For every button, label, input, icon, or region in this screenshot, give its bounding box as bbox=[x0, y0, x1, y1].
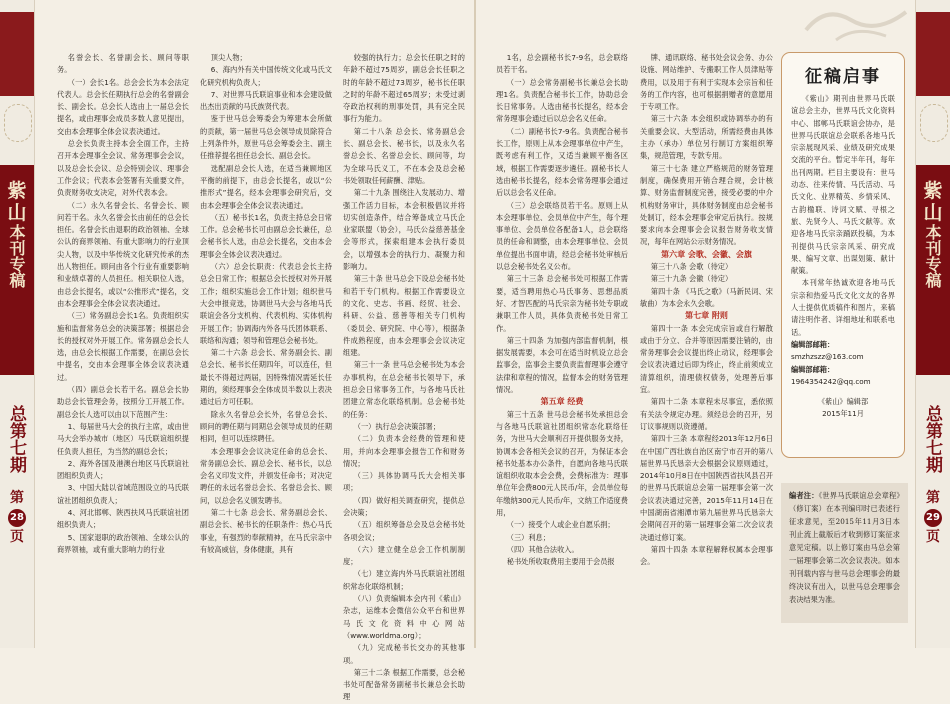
right-page-number: 第 29 页 bbox=[926, 490, 940, 545]
call-for-submissions-title: 征稿启事 bbox=[805, 67, 881, 87]
paragraph: 第四十二条 本章程未尽事宜，悉依照有关法令规定办理。须经总会的召开，另订议事规则以资遵循。 bbox=[640, 397, 773, 431]
right-spine-band bbox=[915, 0, 950, 648]
paragraph: （四）副总会长若干名。副总会长协助总会长管理会务，按照分工开展工作。副总会长人选可以由以下范围产生： bbox=[57, 385, 189, 419]
paragraph: 3、中国大陆以省域范围设立的马氏联谊社团组织负责人； bbox=[57, 483, 189, 505]
chapter-heading: 第七章 附则 bbox=[685, 311, 728, 321]
paragraph: 第四十四条 本章程解释权属本会理事会。 bbox=[640, 544, 773, 567]
paragraph: （七）建立海内外马氏联谊社团组织常态化联络机制； bbox=[343, 569, 465, 591]
paragraph: （九）完成秘书长交办的其他事项。 bbox=[343, 643, 465, 665]
text-column-3 bbox=[343, 52, 465, 702]
paragraph: 除永久名誉总会长外，名誉总会长、顾问的聘任期与同期总会领导成员的任期相同，但可以连续聘任。 bbox=[200, 409, 332, 444]
paragraph: 第三十二条 根据工作需要，总会秘书处可配备常务副秘书长兼总会长助理 bbox=[343, 667, 465, 702]
editors-note-box bbox=[781, 483, 908, 623]
editorial-signature: 《紫山》编辑部 2015年11月 bbox=[817, 397, 869, 419]
right-page-badge: 29 bbox=[924, 509, 942, 527]
paragraph: 4、河北邯郸、陕西扶风马氏联谊社团组织负责人； bbox=[57, 507, 189, 530]
paragraph: 第三十七条 建立严格规范的财务管理制度，确保费用开销合理合规，会计核算、财务监督制度完善，接受必要的中介机构财务审计，具体财务制度由总会秘书处制订，经本会理事会审定后执行。按规要求向本会理事会会议报告财务收支情况，每年在网站公示财务情况。 bbox=[640, 163, 773, 247]
call-for-submissions-body: 《紫山》期刊由世界马氏联谊总会主办，世界马氏文化资料中心、邯郸马氏联谊会协办，是世界马氏联谊总会联系各地马氏宗亲展现风采、业绩及研究成果交流的平台。暂定半年刊，每年出刊两期。栏目主要设有：世马动态、往来传情、马氏活动、马氏文化、业界精英、乡情采风、古韵楹联、诗词文赋、寻根之旅、先贤今人、马氏文献等。欢迎各地马氏宗亲踊跃投稿，为本刊提供马氏宗亲风采、研究成果、编写文章、出谋划策、献计献策。 bbox=[791, 94, 895, 276]
paragraph: （三）具体协调马氏大会相关事项； bbox=[343, 471, 465, 493]
paragraph: 5、国家退职的政治领袖、全球公认的商界领袖，或有重大影响力的行业 bbox=[57, 532, 189, 554]
page-gutter bbox=[474, 0, 476, 648]
call-for-submissions-body-2: 本刊常年热诚欢迎各地马氏宗亲和热爱马氏文化文友的各界人士提供优质稿件和图片，来稿请注明作者、详细地址和联系电话。 bbox=[791, 278, 895, 337]
paragraph: （三）总会联络员若干名。原则上从本会理事单位、会员单位中产生，每个理事单位、会员单位各配备1人，总会联络员的任命和调整，由本会理事单位、会员单位提出书面申请，经总会秘书处审核后以总会秘书处名义公布。 bbox=[496, 200, 628, 272]
text-column-4 bbox=[496, 52, 628, 637]
paragraph: 第二十六条 总会长、常务副会长、副总会长、秘书长任期四年，可以连任，但最长不得超过两届，因特殊情况需延长任期的，须经理事会全体成员半数以上表决通过后方可任职。 bbox=[200, 348, 332, 407]
text-column-5 bbox=[640, 52, 773, 637]
left-decorative-badge bbox=[4, 104, 32, 142]
paragraph: 第三十三条 总会秘书处可根据工作需要，适当聘用热心马氏事务、思想品质好、才智匹配的马氏宗亲为秘书处专职或兼职工作人员，具体负责秘书处日常工作。 bbox=[496, 274, 628, 333]
paragraph: （三）常务副总会长1名。负责组织实施和监督常务总会的决策部署；根据总会长的授权对外开展工作。常务副总会长人选，由总会长根据工作需要，在副总会长中提名，交由本会理事全体会议表决通过。 bbox=[57, 311, 189, 382]
right-column-title: 本刊专稿 bbox=[923, 224, 942, 288]
left-spine-band bbox=[0, 0, 35, 648]
paragraph: （二）副秘书长7-9名。负责配合秘书长工作，原则上从本会理事单位中产生，既考虑有利工作，又适当兼顾平衡各区域，根据工作需要逐步遴任。副秘书长人选由秘书长提名，经本会常务理事会通过后以总会名义任命。 bbox=[496, 126, 628, 198]
email-label: 编辑部邮箱： bbox=[791, 339, 835, 349]
call-for-submissions-box bbox=[781, 52, 905, 458]
chapter-heading: 第六章 会歌、会徽、会旗 bbox=[661, 249, 752, 259]
paragraph: 顶尖人物； bbox=[210, 53, 247, 62]
paragraph: 第二十八条 总会长、常务副总会长、副总会长、秘书长，以及永久名誉总会长、名誉总会长、顾问等，均为全球马氏义工，不在本会及总会秘书处领取任何薪酬、津贴。 bbox=[343, 126, 465, 185]
paragraph: （二）负责本会经费的管理和使用，并向本会理事会报告工作和财务情况； bbox=[343, 434, 465, 468]
paragraph: 牌、通讯联络、秘书处会议会务、办公设施、网站维护、专搬职工作人员津贴等费用，以及用于有利于实现本会宗旨和任务的工作内容，也可根据捐赠者的意愿用于专项工作。 bbox=[640, 53, 773, 112]
paragraph: 第二十九条 围绕注入发展动力、增强工作活力目标，本会积极倡议并将切实创造条件，结合筹备成立马氏企业家联盟（协会），马氏公益慈善基金会等形式，探索组建本会执行委员会，以增强本会的执行力、凝聚力和影响力。 bbox=[343, 188, 465, 272]
paragraph: （六）建立健全总会工作机制制度； bbox=[343, 544, 465, 567]
paragraph: （八）负责编辑本会内刊《紫山》杂志，运维本会微信公众平台和世界马氏文化资料中心网站（www.worldma.org）； bbox=[343, 594, 465, 640]
paragraph: 第三十九条 会徽（待定） bbox=[650, 274, 733, 284]
editors-note-heading: 编者注： bbox=[789, 491, 819, 500]
email-address[interactable]: smzhzszz@163.com bbox=[791, 352, 864, 362]
paragraph: 第三十四条 为加强内部监督机制，根据发展需要，本会可在适当时机设立总会监事会，监事会主要负责监督理事会遵守法律和章程的情况，监督本会的财务管理情况。 bbox=[496, 335, 628, 395]
calligraphy-watermark-icon bbox=[796, 0, 916, 46]
chapter-heading: 第五章 经费 bbox=[540, 397, 584, 407]
paragraph: （四）其他合法收入。 bbox=[506, 544, 579, 554]
paragraph: （一）接受个人或企业自愿乐捐； bbox=[506, 520, 615, 530]
paragraph: （五）秘书长1名，负责主持总会日常工作。总会秘书长可由副总会长兼任，总会秘书长人选，由总会长提名，交由本会理事会全体会议表决通过。 bbox=[200, 212, 332, 259]
paragraph: （二）永久名誉会长、名誉会长、顾问若干名。永久名誉会长由前任的总会长担任。名誉会长由退职的政治领袖、全球公认的商界领袖、有重大影响力的行业顶尖人物，以及中华传统文化研究传承的杰出人物担任。顾问由各个行业有重要影响和业绩卓著的人员担任。相关职位人选，由总会长提名，或以“公推形式”提名，交由本会理事会全体会议表决通过。 bbox=[57, 200, 189, 308]
email-label-2: 编辑部邮箱： bbox=[791, 364, 835, 374]
paragraph: 1、每届世马大会的执行主席，或由世马大会举办城市（地区）马氏联谊组织提任负责人担任，为当然的副总会长； bbox=[57, 421, 189, 456]
paragraph: 较强的执行力；总会长任职之时的年龄不超过75周岁，副总会长任职之时的年龄不超过73周岁，秘书长任职之时的年龄不超过65周岁；未受过剥夺政治权利的刑事处罚，具有完全民事行为能力。 bbox=[343, 53, 465, 124]
paragraph: 第三十六条 本会组织或协调举办的有关重要会议、大型活动，所需经费由具体主办（承办）单位另行制订方案组织筹集，规范管理，专款专用。 bbox=[640, 114, 773, 161]
paragraph: 总会长负责主持本会全面工作，主持召开本会理事全会议、常务理事会会议，以及总会长会议、总会特别会议、理事会工作会议；代表本会签署有关重要文件，负责财务收支决定，对外代表本会。 bbox=[57, 139, 189, 198]
editors-note-text: 《世界马氏联谊总会章程》（修订案）在本刊编印时已表述行征求意见，至2015年11月3日本刊止流上截版后才收到修订案征求意见定稿。以上修订案由马总会第一届理事会第二次会议表决。如本刊刊载内容与世马总会理事会的最终决议有出入，以世马总会理事会表决结果为准。 bbox=[789, 491, 900, 604]
paragraph: （四）做好相关调查研究，提供总会决策； bbox=[343, 495, 465, 517]
paragraph: 6、海内外有关中国传统文化或马氏文化研究机构负责人； bbox=[200, 65, 332, 87]
paragraph: 名誉会长、名誉副会长、顾问等职务。 bbox=[57, 53, 189, 75]
left-brand-title: 紫山 bbox=[7, 180, 27, 225]
paragraph: 1名，总会副秘书长7-9名，总会联络员若干名。 bbox=[496, 53, 628, 75]
paragraph: 第三十五条 世马总会秘书处承担总会与各地马氏联谊社团组织常态化联络任务，为世马大会顺利召开提供服务支持，协调本会各相关会议的召开，为保证本会秘书处基本办公条件，自愿向各地马氏联谊组织收取本会会费，会费标准为：理事单位年会费800元人民币/年，会员单位每年缴纳300元人民币/年，文纳工作适度费用， bbox=[496, 409, 628, 517]
left-column-title: 本刊专稿 bbox=[7, 224, 26, 288]
paragraph: 选配副总会长人选，在适当兼顾地区平衡的前提下，由总会长提名，或以“公推形式”提名，经本会理事会研究后，交由本会理事会全体会议表决通过。 bbox=[200, 163, 332, 210]
left-page-number: 第 28 页 bbox=[10, 490, 24, 545]
paragraph: 第四十一条 本会完成宗旨或自行解散或由于分立、合并等原因需要注销的，由常务理事会会议提出终止动议，经理事会会议表决通过后即为终止，终止前须成立清算组织，清理债权债务，处理善后事宜。 bbox=[640, 323, 773, 395]
right-issue-number: 总第七期 bbox=[922, 405, 942, 473]
paragraph: （一）会长1名。总会会长为本会法定代表人。总会长任期执行总会的名誉副会长、副会长。总会长人选由上一届总会长提名，或由理事会成员多数人意见提出，交由本会理事全体会议表决通过。 bbox=[57, 77, 189, 136]
left-issue-number: 总第七期 bbox=[6, 405, 26, 473]
paragraph: 第三十八条 会歌（待定） bbox=[650, 262, 733, 272]
paragraph: 第二十七条 总会长、常务副总会长、副总会长、秘书长的任职条件：热心马氏事业，有强烈的奉献精神，在马氏宗亲中有较高威信，身体健康，具有 bbox=[200, 507, 332, 554]
right-spine-top-ornament bbox=[916, 12, 950, 96]
paragraph: 鉴于世马总会筹委会为筹建本会所做的贡献，第一届世马总会领导成员除符合上列条件外，原世马总会筹委会主、副主任推荐提名担任总会长、副总会长。 bbox=[200, 114, 332, 161]
paragraph: 本会理事会会议决定任命的总会长、常务副总会长、副总会长、秘书长，以总会名义印发文件，并颁发任命书；对决定聘任的永远名誉总会长、名誉总会长、顾问，以总会名义颁发聘书。 bbox=[200, 446, 332, 505]
left-page-badge: 28 bbox=[8, 509, 26, 527]
paragraph: （六）总会长职责：代表总会长主持总会日常工作；根据总会长授权对外开展工作；组织实施总会工作计划；组织世马大会申报竞选，协调世马大会与各地马氏联谊会各分支机构、代表机构、实体机构开展工作；协调海内外各马氏团体联系、联络和沟通；领导和管理总会秘书处。 bbox=[200, 262, 332, 345]
paragraph: 2、海外各国及港澳台地区马氏联谊社团组织负责人； bbox=[57, 458, 189, 481]
paragraph: 第三十条 世马总会下设总会秘书处和若干专门机构。根据工作需要设立的文化、史志、书画、经贸、社会、科研、公益、慈善等相关专门机构（委员会、研究院、中心等），根据条件成熟程度，由本会理事会会议决定组建。 bbox=[343, 274, 465, 358]
right-decorative-badge bbox=[920, 104, 948, 142]
text-column-1 bbox=[57, 52, 189, 637]
paragraph: 第四十条 《马氏之歌》（马新民词、宋敏曲）为本会永久会歌。 bbox=[640, 286, 773, 308]
left-spine-top-ornament bbox=[0, 12, 34, 96]
paragraph: （一）总会常务副秘书长兼总会长助理1名。负责配合秘书长工作，协助总会长日常事务。人选由秘书长提名，经本会常务理事会通过后以总会名义任命。 bbox=[496, 77, 628, 124]
paragraph: （五）组织筹备总会及总会秘书处各项会议； bbox=[343, 520, 465, 542]
paragraph: （三）利息； bbox=[506, 532, 550, 542]
paragraph: 秘书处所收取费用主要用于会员报 bbox=[506, 557, 615, 567]
paragraph: 第三十一条 世马总会秘书处为本会办事机构，在总会秘书长领导下，承担总会日常事务工作，与各地马氏社团建立常态化联络机制。总会秘书处的任务： bbox=[343, 360, 465, 419]
email-address-2[interactable]: 1964354242@qq.com bbox=[791, 376, 871, 386]
paragraph: （一）执行总会决策部署； bbox=[353, 421, 441, 431]
paragraph: 第四十三条 本章程经2013年12月6日在中国广西壮族自治区南宁市召开的第八届世界马氏恳亲大会根据会议原则通过，2014年10月8日在中国陕西省扶风县召开的世界马氏联谊总会第一届理事会第一次会议表决通过完善，2015年11月14日在中国湖南省湘潭市第九届世界马氏恳亲大会期间召开的第一届理事会第二次会议表决通过修订案。 bbox=[640, 434, 773, 542]
paragraph: 7、对世界马氏联谊事业和本会建设做出杰出贡献的马氏族贤代表。 bbox=[200, 89, 332, 112]
right-brand-title: 紫山 bbox=[923, 180, 943, 225]
text-column-2 bbox=[200, 52, 332, 637]
